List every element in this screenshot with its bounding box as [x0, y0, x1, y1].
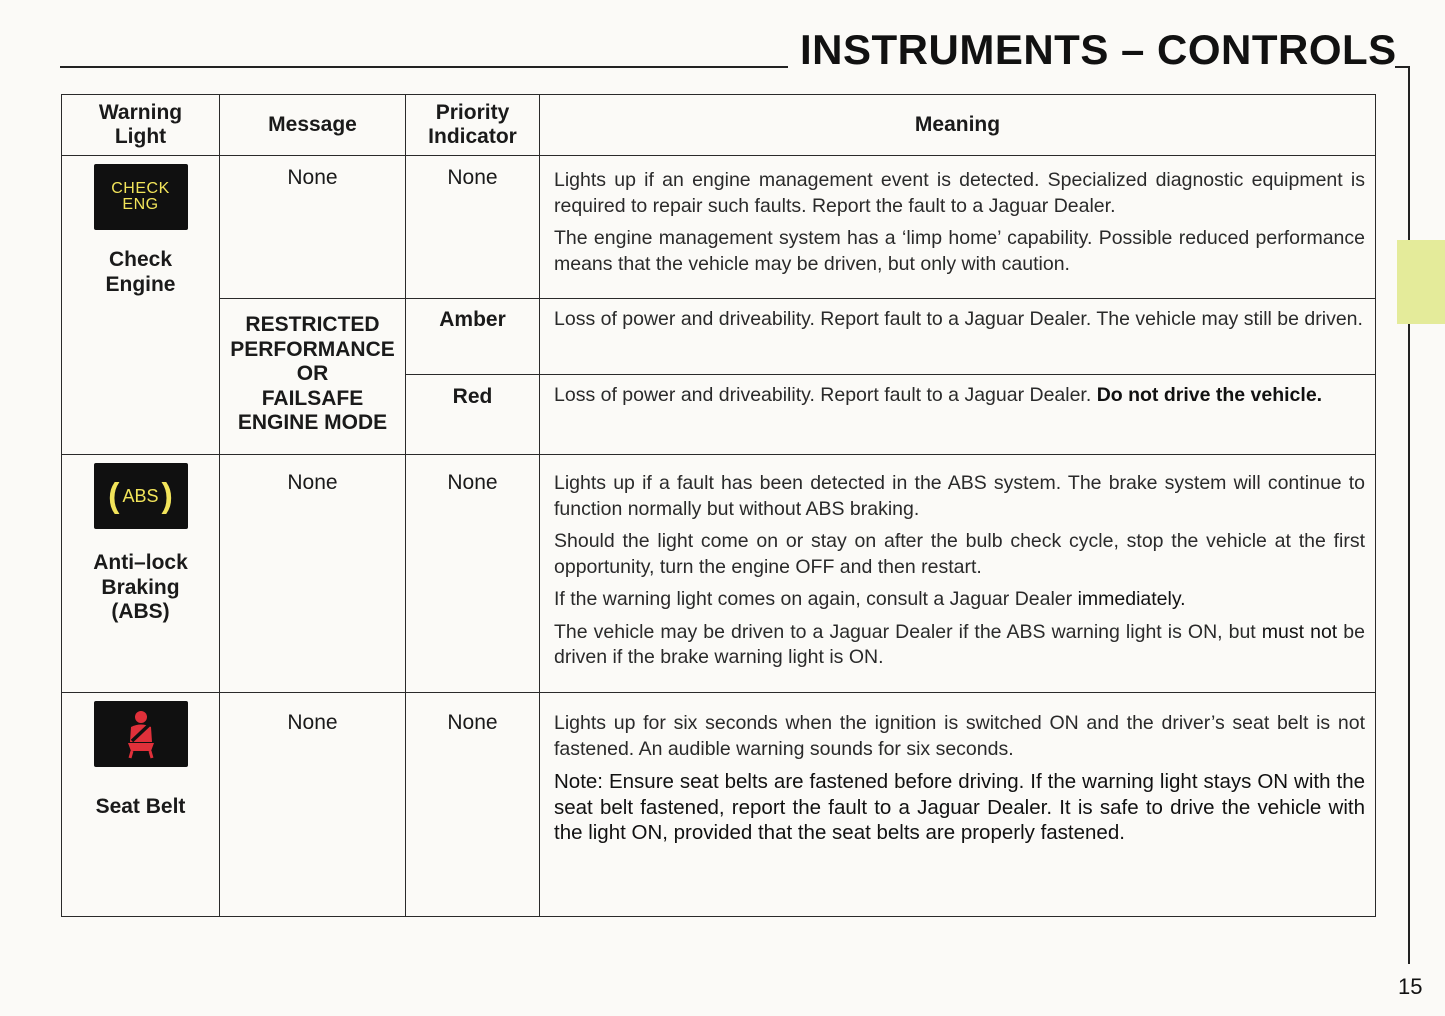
check-engine-label-line1: Check	[108, 248, 173, 271]
check-engine-meaning	[540, 156, 1376, 299]
abs-meaning-p3-strong: immediately.	[1077, 588, 1186, 610]
red-priority: Red	[406, 375, 540, 455]
red-meaning-text: Loss of power and driveability. Report fault to a Jaguar Dealer.	[554, 384, 1092, 406]
seat-belt-lamp	[94, 701, 188, 767]
header-row	[62, 95, 1376, 156]
restricted-message-line2: PERFORMANCE	[230, 337, 395, 361]
abs-meaning-p4-text: The vehicle may be driven to a Jaguar Dealer if the ABS warning light is ON, but	[554, 620, 1256, 643]
abs-meaning-p1: Lights up if a fault has been detected in the ABS system. The brake system will continue to function normally but without ABS braking.	[554, 472, 1365, 520]
header-meaning: Meaning	[540, 95, 1376, 156]
abs-meaning-p4-strong: must not	[1261, 620, 1338, 643]
check-engine-meaning-p1: Lights up if an engine management event is detected. Specialized diagnostic equipment is required to repair such faults. Report the fault to a Jaguar Dealer.	[554, 169, 1365, 217]
check-engine-light-cell	[62, 156, 220, 455]
red-meaning-strong: Do not drive the vehicle.	[1096, 384, 1323, 406]
red-meaning	[540, 375, 1376, 455]
restricted-amber-row	[62, 299, 1376, 375]
abs-label	[63, 551, 218, 625]
abs-priority: None	[406, 455, 540, 693]
edge-tick	[1395, 66, 1409, 68]
abs-meaning-p4	[554, 620, 1365, 671]
seat-belt-meaning-p1: Lights up for six seconds when the ignition is switched ON and the driver’s seat belt is not fastened. An audible warning sounds for six seconds.	[554, 712, 1365, 760]
abs-meaning	[540, 455, 1376, 693]
check-engine-row	[62, 156, 1376, 299]
abs-lamp-open: (	[108, 476, 120, 515]
header-warning-light: Warning Light	[62, 95, 220, 156]
seat-belt-meaning	[540, 693, 1376, 917]
warning-lights-table	[61, 94, 1376, 917]
header-priority: Priority Indicator	[406, 95, 540, 156]
seat-belt-priority: None	[406, 693, 540, 917]
page-number: 15	[1398, 974, 1423, 999]
restricted-message	[220, 299, 406, 455]
side-rule	[1408, 66, 1410, 964]
abs-row	[62, 455, 1376, 693]
restricted-message-line4: FAILSAFE	[261, 386, 364, 410]
title-rule	[60, 66, 788, 68]
abs-label-line2: Braking	[101, 575, 180, 599]
abs-message: None	[220, 455, 406, 693]
check-engine-label	[63, 248, 218, 297]
amber-meaning: Loss of power and driveability. Report fault to a Jaguar Dealer. The vehicle may still be driven.	[540, 299, 1376, 375]
restricted-message-line3: OR	[296, 362, 329, 385]
abs-meaning-p3	[554, 587, 1365, 613]
abs-light-cell	[62, 455, 220, 693]
abs-lamp	[94, 463, 188, 529]
header-message: Message	[220, 95, 406, 156]
abs-meaning-p3-text: If the warning light comes on again, consult a Jaguar Dealer	[554, 588, 1073, 610]
amber-priority: Amber	[406, 299, 540, 375]
check-engine-lamp	[94, 164, 188, 230]
check-engine-message: None	[220, 156, 406, 299]
check-engine-label-line2: Engine	[105, 272, 176, 296]
abs-label-line1: Anti–lock	[93, 551, 188, 574]
seat-belt-icon	[119, 709, 163, 759]
abs-lamp-close: )	[161, 476, 173, 515]
section-tab	[1397, 240, 1445, 324]
check-engine-lamp-line1: CHECK	[111, 180, 170, 197]
seat-belt-message: None	[220, 693, 406, 917]
seat-belt-label: Seat Belt	[95, 795, 186, 818]
seat-belt-light-cell	[62, 693, 220, 917]
check-engine-meaning-p2: The engine management system has a ‘limp home’ capability. Possible reduced performance means that the vehicle may be driven, but only with caution.	[554, 227, 1365, 275]
page-title: INSTRUMENTS – CONTROLS	[800, 26, 1397, 73]
check-engine-lamp-line2: ENG	[122, 196, 159, 213]
abs-label-line3: (ABS)	[111, 600, 170, 623]
seat-belt-row	[62, 693, 1376, 917]
abs-meaning-p4-end: be driven if the brake warning light is ON.	[554, 620, 1365, 668]
check-engine-priority: None	[406, 156, 540, 299]
abs-lamp-text: ABS	[122, 485, 159, 506]
seat-belt-note: Note: Ensure seat belts are fastened before driving. If the warning light stays ON with the seat belt fastened, report the fault to a Jaguar Dealer. It is safe to drive the vehicle with the light ON, provided that the seat belts are properly fastened.	[554, 770, 1365, 844]
restricted-message-line5: ENGINE MODE	[237, 411, 388, 434]
restricted-message-line1: RESTRICTED	[245, 313, 380, 336]
abs-meaning-p2: Should the light come on or stay on after the bulb check cycle, stop the vehicle at the first opportunity, turn the engine OFF and then restart.	[554, 530, 1365, 578]
